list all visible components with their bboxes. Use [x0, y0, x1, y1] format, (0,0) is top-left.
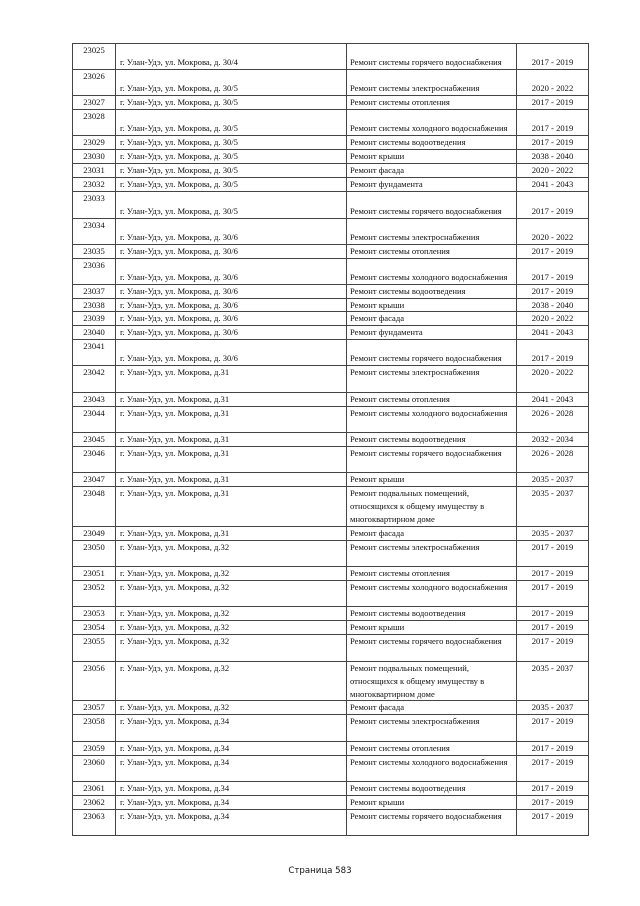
row-work: Ремонт системы холодного водоснабжения: [347, 258, 517, 284]
row-period: 2017 - 2019: [517, 340, 589, 366]
row-work: Ремонт фасада: [347, 163, 517, 177]
row-work: Ремонт системы горячего водоснабжения: [347, 191, 517, 218]
row-id: 23039: [73, 312, 116, 326]
row-address: г. Улан-Удэ, ул. Мокрова, д.34: [116, 796, 347, 810]
row-id: 23053: [73, 606, 116, 620]
row-period: 2017 - 2019: [517, 110, 589, 136]
row-period: 2017 - 2019: [517, 244, 589, 258]
row-work: Ремонт системы горячего водоснабжения: [347, 44, 517, 70]
table-row: [73, 566, 589, 580]
row-address: г. Улан-Удэ, ул. Мокрова, д. 30/5: [116, 163, 347, 177]
row-id: 23025: [73, 44, 116, 70]
row-address: г. Улан-Удэ, ул. Мокрова, д.31: [116, 433, 347, 447]
row-id: 23033: [73, 191, 116, 218]
row-id: 23043: [73, 393, 116, 407]
row-id: 23027: [73, 96, 116, 110]
table-row: [73, 606, 589, 620]
table-row: [73, 218, 589, 244]
row-period: 2020 - 2022: [517, 312, 589, 326]
table-row: [73, 756, 589, 782]
row-id: 23055: [73, 634, 116, 661]
row-work: Ремонт системы отопления: [347, 244, 517, 258]
table-row: [73, 312, 589, 326]
table-row: [73, 326, 589, 340]
row-id: 23062: [73, 796, 116, 810]
table-row: [73, 810, 589, 836]
row-id: 23052: [73, 580, 116, 606]
table-row: [73, 44, 589, 70]
row-period: 2041 - 2043: [517, 177, 589, 191]
table-row: [73, 298, 589, 312]
row-period: 2026 - 2028: [517, 407, 589, 433]
row-work: Ремонт крыши: [347, 298, 517, 312]
row-work: Ремонт системы водоотведения: [347, 136, 517, 150]
row-address: г. Улан-Удэ, ул. Мокрова, д. 30/6: [116, 218, 347, 244]
table-row: [73, 580, 589, 606]
table-row: [73, 393, 589, 407]
row-period: 2017 - 2019: [517, 191, 589, 218]
table-row: [73, 620, 589, 634]
row-id: 23054: [73, 620, 116, 634]
row-period: 2038 - 2040: [517, 149, 589, 163]
row-id: 23063: [73, 810, 116, 836]
table-row: [73, 340, 589, 366]
row-id: 23048: [73, 487, 116, 527]
row-work: Ремонт системы холодного водоснабжения: [347, 407, 517, 433]
row-work: Ремонт системы холодного водоснабжения: [347, 580, 517, 606]
row-work: Ремонт подвальных помещений, относящихся к общему имуществу в многоквартирном доме: [347, 661, 517, 701]
row-work: Ремонт крыши: [347, 796, 517, 810]
row-period: 2017 - 2019: [517, 136, 589, 150]
row-id: 23032: [73, 177, 116, 191]
row-id: 23044: [73, 407, 116, 433]
row-work: Ремонт системы отопления: [347, 742, 517, 756]
row-id: 23045: [73, 433, 116, 447]
row-address: г. Улан-Удэ, ул. Мокрова, д.31: [116, 527, 347, 541]
row-id: 23060: [73, 756, 116, 782]
row-work: Ремонт системы отопления: [347, 96, 517, 110]
row-id: 23030: [73, 149, 116, 163]
row-period: 2038 - 2040: [517, 298, 589, 312]
row-address: г. Улан-Удэ, ул. Мокрова, д. 30/5: [116, 110, 347, 136]
table-row: [73, 407, 589, 433]
row-address: г. Улан-Удэ, ул. Мокрова, д. 30/6: [116, 326, 347, 340]
row-id: 23056: [73, 661, 116, 701]
row-address: г. Улан-Удэ, ул. Мокрова, д.32: [116, 606, 347, 620]
row-address: г. Улан-Удэ, ул. Мокрова, д.31: [116, 473, 347, 487]
row-period: 2017 - 2019: [517, 634, 589, 661]
row-address: г. Улан-Удэ, ул. Мокрова, д.32: [116, 620, 347, 634]
table-row: [73, 701, 589, 715]
row-work: Ремонт системы водоотведения: [347, 433, 517, 447]
row-period: 2035 - 2037: [517, 701, 589, 715]
table-row: [73, 540, 589, 566]
row-id: 23036: [73, 258, 116, 284]
table-row: [73, 258, 589, 284]
row-address: г. Улан-Удэ, ул. Мокрова, д. 30/6: [116, 258, 347, 284]
table-row: [73, 177, 589, 191]
row-address: г. Улан-Удэ, ул. Мокрова, д. 30/5: [116, 191, 347, 218]
row-work: Ремонт системы горячего водоснабжения: [347, 447, 517, 473]
row-period: 2041 - 2043: [517, 393, 589, 407]
row-work: Ремонт системы отопления: [347, 393, 517, 407]
row-id: 23035: [73, 244, 116, 258]
row-address: г. Улан-Удэ, ул. Мокрова, д.34: [116, 782, 347, 796]
row-work: Ремонт системы водоотведения: [347, 782, 517, 796]
row-address: г. Улан-Удэ, ул. Мокрова, д. 30/6: [116, 284, 347, 298]
table-row: [73, 661, 589, 701]
row-period: 2026 - 2028: [517, 447, 589, 473]
row-work: Ремонт крыши: [347, 620, 517, 634]
row-period: 2017 - 2019: [517, 566, 589, 580]
row-address: г. Улан-Удэ, ул. Мокрова, д.34: [116, 810, 347, 836]
row-address: г. Улан-Удэ, ул. Мокрова, д. 30/5: [116, 177, 347, 191]
row-work: Ремонт системы электроснабжения: [347, 540, 517, 566]
row-period: 2035 - 2037: [517, 473, 589, 487]
row-period: 2017 - 2019: [517, 796, 589, 810]
row-address: г. Улан-Удэ, ул. Мокрова, д.31: [116, 366, 347, 393]
row-id: 23058: [73, 715, 116, 742]
row-period: 2041 - 2043: [517, 326, 589, 340]
row-period: 2017 - 2019: [517, 580, 589, 606]
table-row: [73, 527, 589, 541]
row-work: Ремонт системы электроснабжения: [347, 366, 517, 393]
row-work: Ремонт фасада: [347, 527, 517, 541]
table-row: [73, 70, 589, 96]
row-address: г. Улан-Удэ, ул. Мокрова, д.32: [116, 661, 347, 701]
row-address: г. Улан-Удэ, ул. Мокрова, д. 30/4: [116, 44, 347, 70]
row-id: 23026: [73, 70, 116, 96]
table-row: [73, 110, 589, 136]
row-address: г. Улан-Удэ, ул. Мокрова, д.31: [116, 407, 347, 433]
repair-schedule-table: [72, 43, 589, 836]
row-address: г. Улан-Удэ, ул. Мокрова, д. 30/6: [116, 312, 347, 326]
row-period: 2017 - 2019: [517, 782, 589, 796]
row-id: 23042: [73, 366, 116, 393]
table-row: [73, 136, 589, 150]
row-period: 2017 - 2019: [517, 715, 589, 742]
row-address: г. Улан-Удэ, ул. Мокрова, д. 30/5: [116, 70, 347, 96]
row-period: 2017 - 2019: [517, 96, 589, 110]
table-row: [73, 487, 589, 527]
table-row: [73, 742, 589, 756]
row-work: Ремонт системы электроснабжения: [347, 70, 517, 96]
table-row: [73, 366, 589, 393]
row-work: Ремонт фасада: [347, 312, 517, 326]
row-work: Ремонт системы холодного водоснабжения: [347, 756, 517, 782]
table-row: [73, 191, 589, 218]
row-work: Ремонт системы электроснабжения: [347, 218, 517, 244]
row-period: 2035 - 2037: [517, 527, 589, 541]
row-period: 2032 - 2034: [517, 433, 589, 447]
row-id: 23037: [73, 284, 116, 298]
row-id: 23049: [73, 527, 116, 541]
row-work: Ремонт системы горячего водоснабжения: [347, 340, 517, 366]
table-row: [73, 447, 589, 473]
row-period: 2017 - 2019: [517, 742, 589, 756]
row-period: 2017 - 2019: [517, 258, 589, 284]
row-id: 23028: [73, 110, 116, 136]
row-address: г. Улан-Удэ, ул. Мокрова, д.34: [116, 742, 347, 756]
table-row: [73, 634, 589, 661]
row-work: Ремонт системы электроснабжения: [347, 715, 517, 742]
row-id: 23057: [73, 701, 116, 715]
row-address: г. Улан-Удэ, ул. Мокрова, д. 30/6: [116, 340, 347, 366]
row-address: г. Улан-Удэ, ул. Мокрова, д.31: [116, 487, 347, 527]
row-id: 23047: [73, 473, 116, 487]
row-id: 23050: [73, 540, 116, 566]
row-address: г. Улан-Удэ, ул. Мокрова, д.32: [116, 540, 347, 566]
row-work: Ремонт фасада: [347, 701, 517, 715]
row-id: 23059: [73, 742, 116, 756]
row-id: 23041: [73, 340, 116, 366]
row-period: 2020 - 2022: [517, 163, 589, 177]
row-work: Ремонт фундамента: [347, 177, 517, 191]
table-row: [73, 433, 589, 447]
row-address: г. Улан-Удэ, ул. Мокрова, д.31: [116, 393, 347, 407]
row-address: г. Улан-Удэ, ул. Мокрова, д. 30/6: [116, 298, 347, 312]
table-row: [73, 284, 589, 298]
row-address: г. Улан-Удэ, ул. Мокрова, д.32: [116, 580, 347, 606]
row-period: 2017 - 2019: [517, 810, 589, 836]
row-address: г. Улан-Удэ, ул. Мокрова, д.32: [116, 701, 347, 715]
row-address: г. Улан-Удэ, ул. Мокрова, д.34: [116, 715, 347, 742]
row-address: г. Улан-Удэ, ул. Мокрова, д. 30/5: [116, 149, 347, 163]
row-period: 2017 - 2019: [517, 284, 589, 298]
row-period: 2017 - 2019: [517, 756, 589, 782]
row-period: 2017 - 2019: [517, 620, 589, 634]
table-row: [73, 473, 589, 487]
row-work: Ремонт системы горячего водоснабжения: [347, 634, 517, 661]
row-period: 2017 - 2019: [517, 44, 589, 70]
row-work: Ремонт системы холодного водоснабжения: [347, 110, 517, 136]
row-work: Ремонт крыши: [347, 149, 517, 163]
row-id: 23040: [73, 326, 116, 340]
row-id: 23031: [73, 163, 116, 177]
row-id: 23061: [73, 782, 116, 796]
row-period: 2020 - 2022: [517, 218, 589, 244]
row-work: Ремонт фундамента: [347, 326, 517, 340]
table-row: [73, 782, 589, 796]
row-work: Ремонт системы горячего водоснабжения: [347, 810, 517, 836]
row-period: 2035 - 2037: [517, 661, 589, 701]
row-work: Ремонт системы водоотведения: [347, 284, 517, 298]
row-id: 23029: [73, 136, 116, 150]
row-address: г. Улан-Удэ, ул. Мокрова, д.34: [116, 756, 347, 782]
row-address: г. Улан-Удэ, ул. Мокрова, д.32: [116, 634, 347, 661]
table-row: [73, 715, 589, 742]
row-id: 23046: [73, 447, 116, 473]
row-id: 23038: [73, 298, 116, 312]
table-row: [73, 163, 589, 177]
row-work: Ремонт крыши: [347, 473, 517, 487]
table-row: [73, 244, 589, 258]
table-row: [73, 96, 589, 110]
row-address: г. Улан-Удэ, ул. Мокрова, д. 30/5: [116, 136, 347, 150]
row-period: 2017 - 2019: [517, 606, 589, 620]
table-row: [73, 149, 589, 163]
row-work: Ремонт системы водоотведения: [347, 606, 517, 620]
row-address: г. Улан-Удэ, ул. Мокрова, д.32: [116, 566, 347, 580]
row-period: 2020 - 2022: [517, 70, 589, 96]
row-id: 23051: [73, 566, 116, 580]
table-row: [73, 796, 589, 810]
row-period: 2017 - 2019: [517, 540, 589, 566]
page-number: Страница 583: [288, 866, 352, 876]
row-work: Ремонт системы отопления: [347, 566, 517, 580]
row-id: 23034: [73, 218, 116, 244]
row-address: г. Улан-Удэ, ул. Мокрова, д. 30/5: [116, 96, 347, 110]
row-address: г. Улан-Удэ, ул. Мокрова, д.31: [116, 447, 347, 473]
row-work: Ремонт подвальных помещений, относящихся к общему имуществу в многоквартирном доме: [347, 487, 517, 527]
row-address: г. Улан-Удэ, ул. Мокрова, д. 30/6: [116, 244, 347, 258]
row-period: 2035 - 2037: [517, 487, 589, 527]
row-period: 2020 - 2022: [517, 366, 589, 393]
